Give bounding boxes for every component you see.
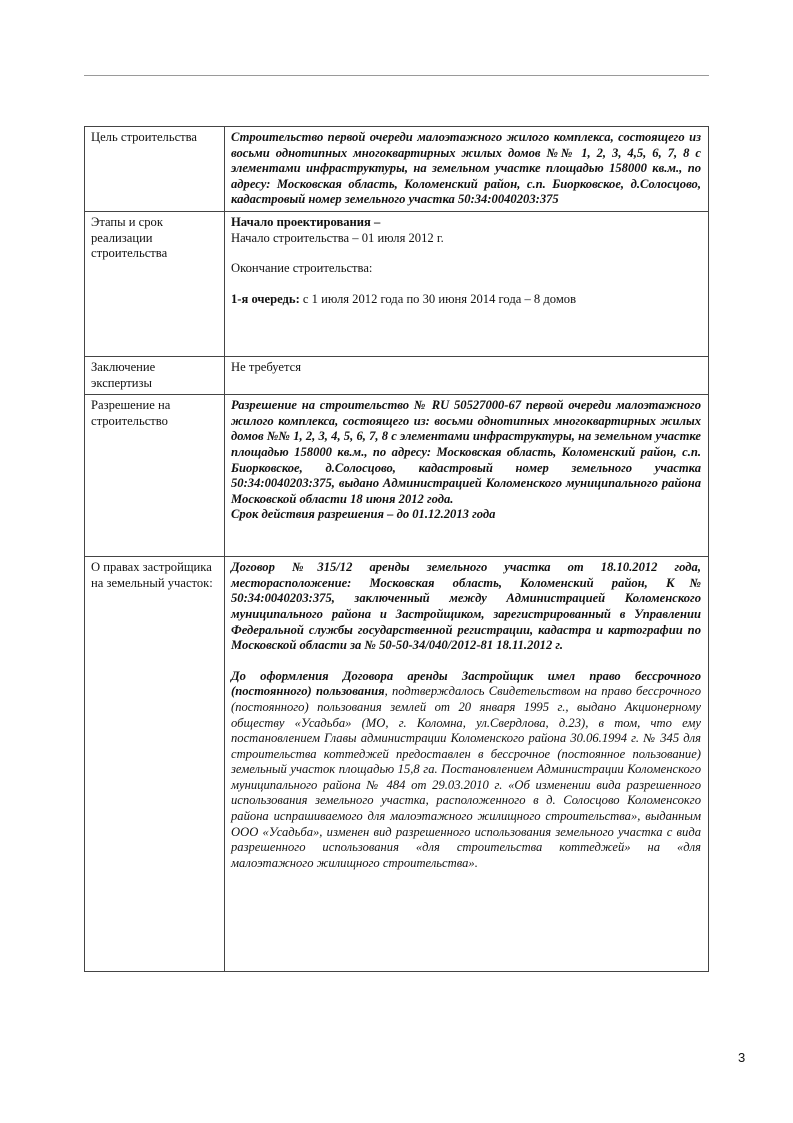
header-rule [84,75,709,76]
queue-label: 1-я очередь: [231,291,300,306]
table-row-stages [85,211,709,356]
table-row-purpose [85,127,709,212]
project-info-table [84,126,709,972]
permit-text: Разрешение на строительство № RU 50527000-67 первой очереди малоэтажного жилого комплекса, состоящего из: восьми однотипных многоквартирных жилых домов №№ 1, 2, 3, 4, 5, 6, 7, 8 с элементами инфраструктуры, на земельном участке площадью 158000 кв.м., по адресу: Московская область, Коломенский район, с.п. Биорковское, д.Солосцово, кадастровый номер земельного участка 50:34:0040203:375, выдано Администрацией Коломенского муниципального района Московской области 18 июня 2012 года. [231,398,701,506]
stages-cell [225,211,709,356]
land-rights-cell [225,557,709,972]
row-label-land-rights: О правах застройщика на земельный участок: [85,557,225,972]
prior-rights-text [231,669,701,872]
purpose-text: Строительство первой очереди малоэтажного жилого комплекса, состоящего из восьми однотипных многоквартирных жилых домов №№ 1, 2, 3, 4,5, 6, 7, 8 с элементами инфраструктуры, на земельном участке площадью 158000 кв.м., по адресу: Московская область, Коломенский район, с.п. Биорковское, д.Солосцово, кадастровый номер земельного участка 50:34:0040203:375 [225,127,709,212]
expertise-text: Не требуется [225,356,709,394]
table-row-land-rights [85,557,709,972]
page-number: 3 [738,1050,746,1065]
construction-end-text: Окончание строительства: [231,261,373,276]
row-label-purpose: Цель строительства [85,127,225,212]
row-label-expertise: Заключение экспертизы [85,356,225,394]
lease-text: Договор №315/12 аренды земельного участка от 18.10.2012 года, месторасположение: Московская область, Коломенский район, К№ 50:34:0040203:375, заключенный между Администрацией Коломенского муниципального района и Застройщиком, зарегистрированный в Управлении Федеральной службы государственной регистрации, кадастра и картографии по Московской области за № 50-50-34/040/2012-81 18.11.2012 г. [231,560,701,653]
permit-validity: Срок действия разрешения – до 01.12.2013 года [231,507,496,522]
construction-start-text: Начало строительства – 01 июля 2012 г. [231,230,444,245]
design-start-text: Начало проектирования – [231,214,381,229]
prior-rights-bold: До оформления Договора аренды Застройщик имел право бессрочного (постоянного) пользования [231,668,701,699]
row-label-permit: Разрешение на строительство [85,395,225,557]
queue-text: с 1 июля 2012 года по 30 июня 2014 года – 8 домов [299,291,577,306]
row-label-stages: Этапы и срок реализации строительства [85,211,225,356]
table-row-expertise [85,356,709,394]
queue-line [231,292,701,308]
permit-cell [225,395,709,557]
table-row-permit [85,395,709,557]
prior-rights-rest: , подтверждалось Свидетельством на право бессрочного (постоянного) пользования землей от 20 января 1995 г., выдано Акционерному обществу «Усадьба» (МО, г. Коломна, ул.Свердлова, д.23), в том, что ему постановлением Главы администрации Коломенского района 30.06.1994 г. № 345 для строительства коттеджей предоставлен в бессрочное (постоянное пользование) земельный участок площадью 15,8 га. Постановлением Администрации Коломенского муниципального района № 484 от 29.03.2010 г. «Об изменении вида разрешенного использования земельного участка, расположенного в д. Солосцово Коломенсокго района испрашиваемого для малоэтажного жилищного строительства», выданным ООО «Усадьба», изменен вид разрешенного использования земельного участка с вида разрешенного использования «для строительства коттеджей» на «для малоэтажного жилищного строительства». [231,684,701,870]
